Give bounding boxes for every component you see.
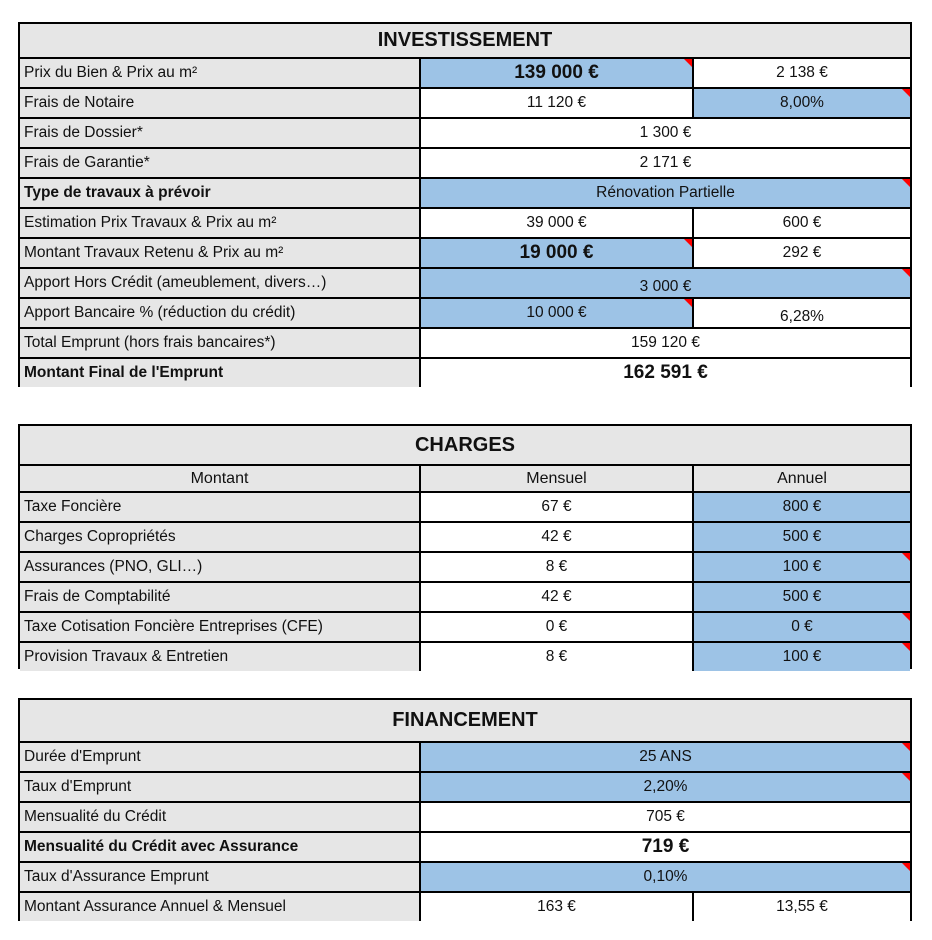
cell-value: 0 € bbox=[791, 618, 813, 635]
mensuel-cell[interactable]: 42 € bbox=[421, 583, 694, 611]
comment-indicator-icon[interactable] bbox=[902, 773, 910, 781]
charges-title: CHARGES bbox=[20, 426, 910, 464]
comment-indicator-icon[interactable] bbox=[902, 643, 910, 651]
row-label: Frais de Comptabilité bbox=[20, 583, 421, 611]
header-row bbox=[20, 464, 910, 491]
annuel-cell[interactable] bbox=[694, 613, 910, 641]
row-label: Montant Assurance Annuel & Mensuel bbox=[20, 893, 421, 921]
table-row bbox=[20, 327, 910, 357]
row-label: Taxe Cotisation Foncière Entreprises (CFE) bbox=[20, 613, 421, 641]
column-header-montant: Montant bbox=[20, 466, 421, 491]
table-row bbox=[20, 641, 910, 671]
annuel-cell[interactable]: 800 € bbox=[694, 493, 910, 521]
frais-notaire-pct-cell[interactable] bbox=[694, 89, 910, 117]
row-label: Prix du Bien & Prix au m² bbox=[20, 59, 421, 87]
table-row bbox=[20, 861, 910, 891]
table-row bbox=[20, 611, 910, 641]
prix-m2-cell[interactable]: 2 138 € bbox=[694, 59, 910, 87]
mensuel-cell[interactable]: 42 € bbox=[421, 523, 694, 551]
row-label: Frais de Notaire bbox=[20, 89, 421, 117]
table-row bbox=[20, 177, 910, 207]
table-row bbox=[20, 581, 910, 611]
cell-value: 2,20% bbox=[643, 778, 688, 795]
table-row bbox=[20, 237, 910, 267]
table-row bbox=[20, 117, 910, 147]
montant-travaux-cell[interactable] bbox=[421, 239, 694, 267]
table-row bbox=[20, 551, 910, 581]
comment-indicator-icon[interactable] bbox=[902, 743, 910, 751]
table-row bbox=[20, 491, 910, 521]
comment-indicator-icon[interactable] bbox=[902, 863, 910, 871]
frais-garantie-cell[interactable]: 2 171 € bbox=[421, 149, 910, 177]
charges-table bbox=[18, 424, 912, 669]
annuel-cell[interactable] bbox=[694, 553, 910, 581]
row-label: Apport Hors Crédit (ameublement, divers…) bbox=[20, 269, 421, 297]
apport-hors-credit-cell[interactable] bbox=[421, 269, 910, 297]
row-label: Apport Bancaire % (réduction du crédit) bbox=[20, 299, 421, 327]
type-travaux-cell[interactable] bbox=[421, 179, 910, 207]
table-row bbox=[20, 57, 910, 87]
cell-value: 3 000 € bbox=[639, 278, 692, 295]
row-label: Frais de Dossier* bbox=[20, 119, 421, 147]
row-label: Type de travaux à prévoir bbox=[20, 179, 421, 207]
comment-indicator-icon[interactable] bbox=[684, 299, 692, 307]
row-label: Assurances (PNO, GLI…) bbox=[20, 553, 421, 581]
assurance-mensuel-cell[interactable]: 13,55 € bbox=[694, 893, 910, 921]
table-row bbox=[20, 741, 910, 771]
comment-indicator-icon[interactable] bbox=[902, 613, 910, 621]
row-label: Taux d'Assurance Emprunt bbox=[20, 863, 421, 891]
taux-assurance-cell[interactable] bbox=[421, 863, 910, 891]
row-label: Provision Travaux & Entretien bbox=[20, 643, 421, 671]
row-label: Durée d'Emprunt bbox=[20, 743, 421, 771]
financement-table bbox=[18, 698, 912, 921]
prix-bien-cell[interactable] bbox=[421, 59, 694, 87]
annuel-cell[interactable]: 500 € bbox=[694, 523, 910, 551]
table-row bbox=[20, 357, 910, 387]
mensuel-cell[interactable]: 8 € bbox=[421, 553, 694, 581]
total-emprunt-cell[interactable]: 159 120 € bbox=[421, 329, 910, 357]
annuel-cell[interactable]: 500 € bbox=[694, 583, 910, 611]
comment-indicator-icon[interactable] bbox=[902, 179, 910, 187]
table-row bbox=[20, 297, 910, 327]
estimation-travaux-m2-cell[interactable]: 600 € bbox=[694, 209, 910, 237]
estimation-travaux-cell[interactable]: 39 000 € bbox=[421, 209, 694, 237]
cell-value: 100 € bbox=[782, 558, 822, 575]
mensuel-cell[interactable]: 0 € bbox=[421, 613, 694, 641]
table-row bbox=[20, 771, 910, 801]
cell-value: 25 ANS bbox=[639, 748, 692, 765]
financement-title: FINANCEMENT bbox=[20, 700, 910, 741]
table-row bbox=[20, 207, 910, 237]
comment-indicator-icon[interactable] bbox=[902, 553, 910, 561]
row-label: Frais de Garantie* bbox=[20, 149, 421, 177]
cell-value: 10 000 € bbox=[526, 304, 587, 321]
row-label: Charges Copropriétés bbox=[20, 523, 421, 551]
comment-indicator-icon[interactable] bbox=[902, 269, 910, 277]
montant-final-cell[interactable]: 162 591 € bbox=[421, 359, 910, 387]
assurance-annuel-cell[interactable]: 163 € bbox=[421, 893, 694, 921]
table-row bbox=[20, 801, 910, 831]
investissement-title: INVESTISSEMENT bbox=[20, 24, 910, 57]
row-label: Taxe Foncière bbox=[20, 493, 421, 521]
cell-value: 100 € bbox=[782, 648, 822, 665]
row-label: Taux d'Emprunt bbox=[20, 773, 421, 801]
investissement-table bbox=[18, 22, 912, 387]
table-row bbox=[20, 147, 910, 177]
mensuel-cell[interactable]: 8 € bbox=[421, 643, 694, 671]
mensualite-credit-cell[interactable]: 705 € bbox=[421, 803, 910, 831]
table-row bbox=[20, 87, 910, 117]
apport-bancaire-pct-cell[interactable]: 6,28% bbox=[694, 299, 910, 327]
comment-indicator-icon[interactable] bbox=[684, 59, 692, 67]
comment-indicator-icon[interactable] bbox=[902, 89, 910, 97]
row-label: Estimation Prix Travaux & Prix au m² bbox=[20, 209, 421, 237]
apport-bancaire-cell[interactable] bbox=[421, 299, 694, 327]
frais-notaire-cell[interactable]: 11 120 € bbox=[421, 89, 694, 117]
comment-indicator-icon[interactable] bbox=[684, 239, 692, 247]
frais-dossier-cell[interactable]: 1 300 € bbox=[421, 119, 910, 147]
mensuel-cell[interactable]: 67 € bbox=[421, 493, 694, 521]
cell-value: 0,10% bbox=[643, 868, 688, 885]
table-row bbox=[20, 521, 910, 551]
row-label: Total Emprunt (hors frais bancaires*) bbox=[20, 329, 421, 357]
annuel-cell[interactable] bbox=[694, 643, 910, 671]
column-header-annuel: Annuel bbox=[694, 466, 910, 491]
row-label: Mensualité du Crédit avec Assurance bbox=[20, 833, 421, 861]
montant-travaux-m2-cell[interactable]: 292 € bbox=[694, 239, 910, 267]
duree-emprunt-cell[interactable] bbox=[421, 743, 910, 771]
cell-value: 19 000 € bbox=[519, 242, 594, 263]
cell-value: 8,00% bbox=[780, 94, 824, 111]
row-label: Mensualité du Crédit bbox=[20, 803, 421, 831]
table-row bbox=[20, 891, 910, 921]
cell-value: Rénovation Partielle bbox=[596, 184, 735, 201]
table-row bbox=[20, 831, 910, 861]
row-label: Montant Final de l'Emprunt bbox=[20, 359, 421, 387]
mensualite-assurance-cell[interactable]: 719 € bbox=[421, 833, 910, 861]
table-row bbox=[20, 267, 910, 297]
row-label: Montant Travaux Retenu & Prix au m² bbox=[20, 239, 421, 267]
column-header-mensuel: Mensuel bbox=[421, 466, 694, 491]
taux-emprunt-cell[interactable] bbox=[421, 773, 910, 801]
cell-value: 139 000 € bbox=[514, 62, 599, 83]
